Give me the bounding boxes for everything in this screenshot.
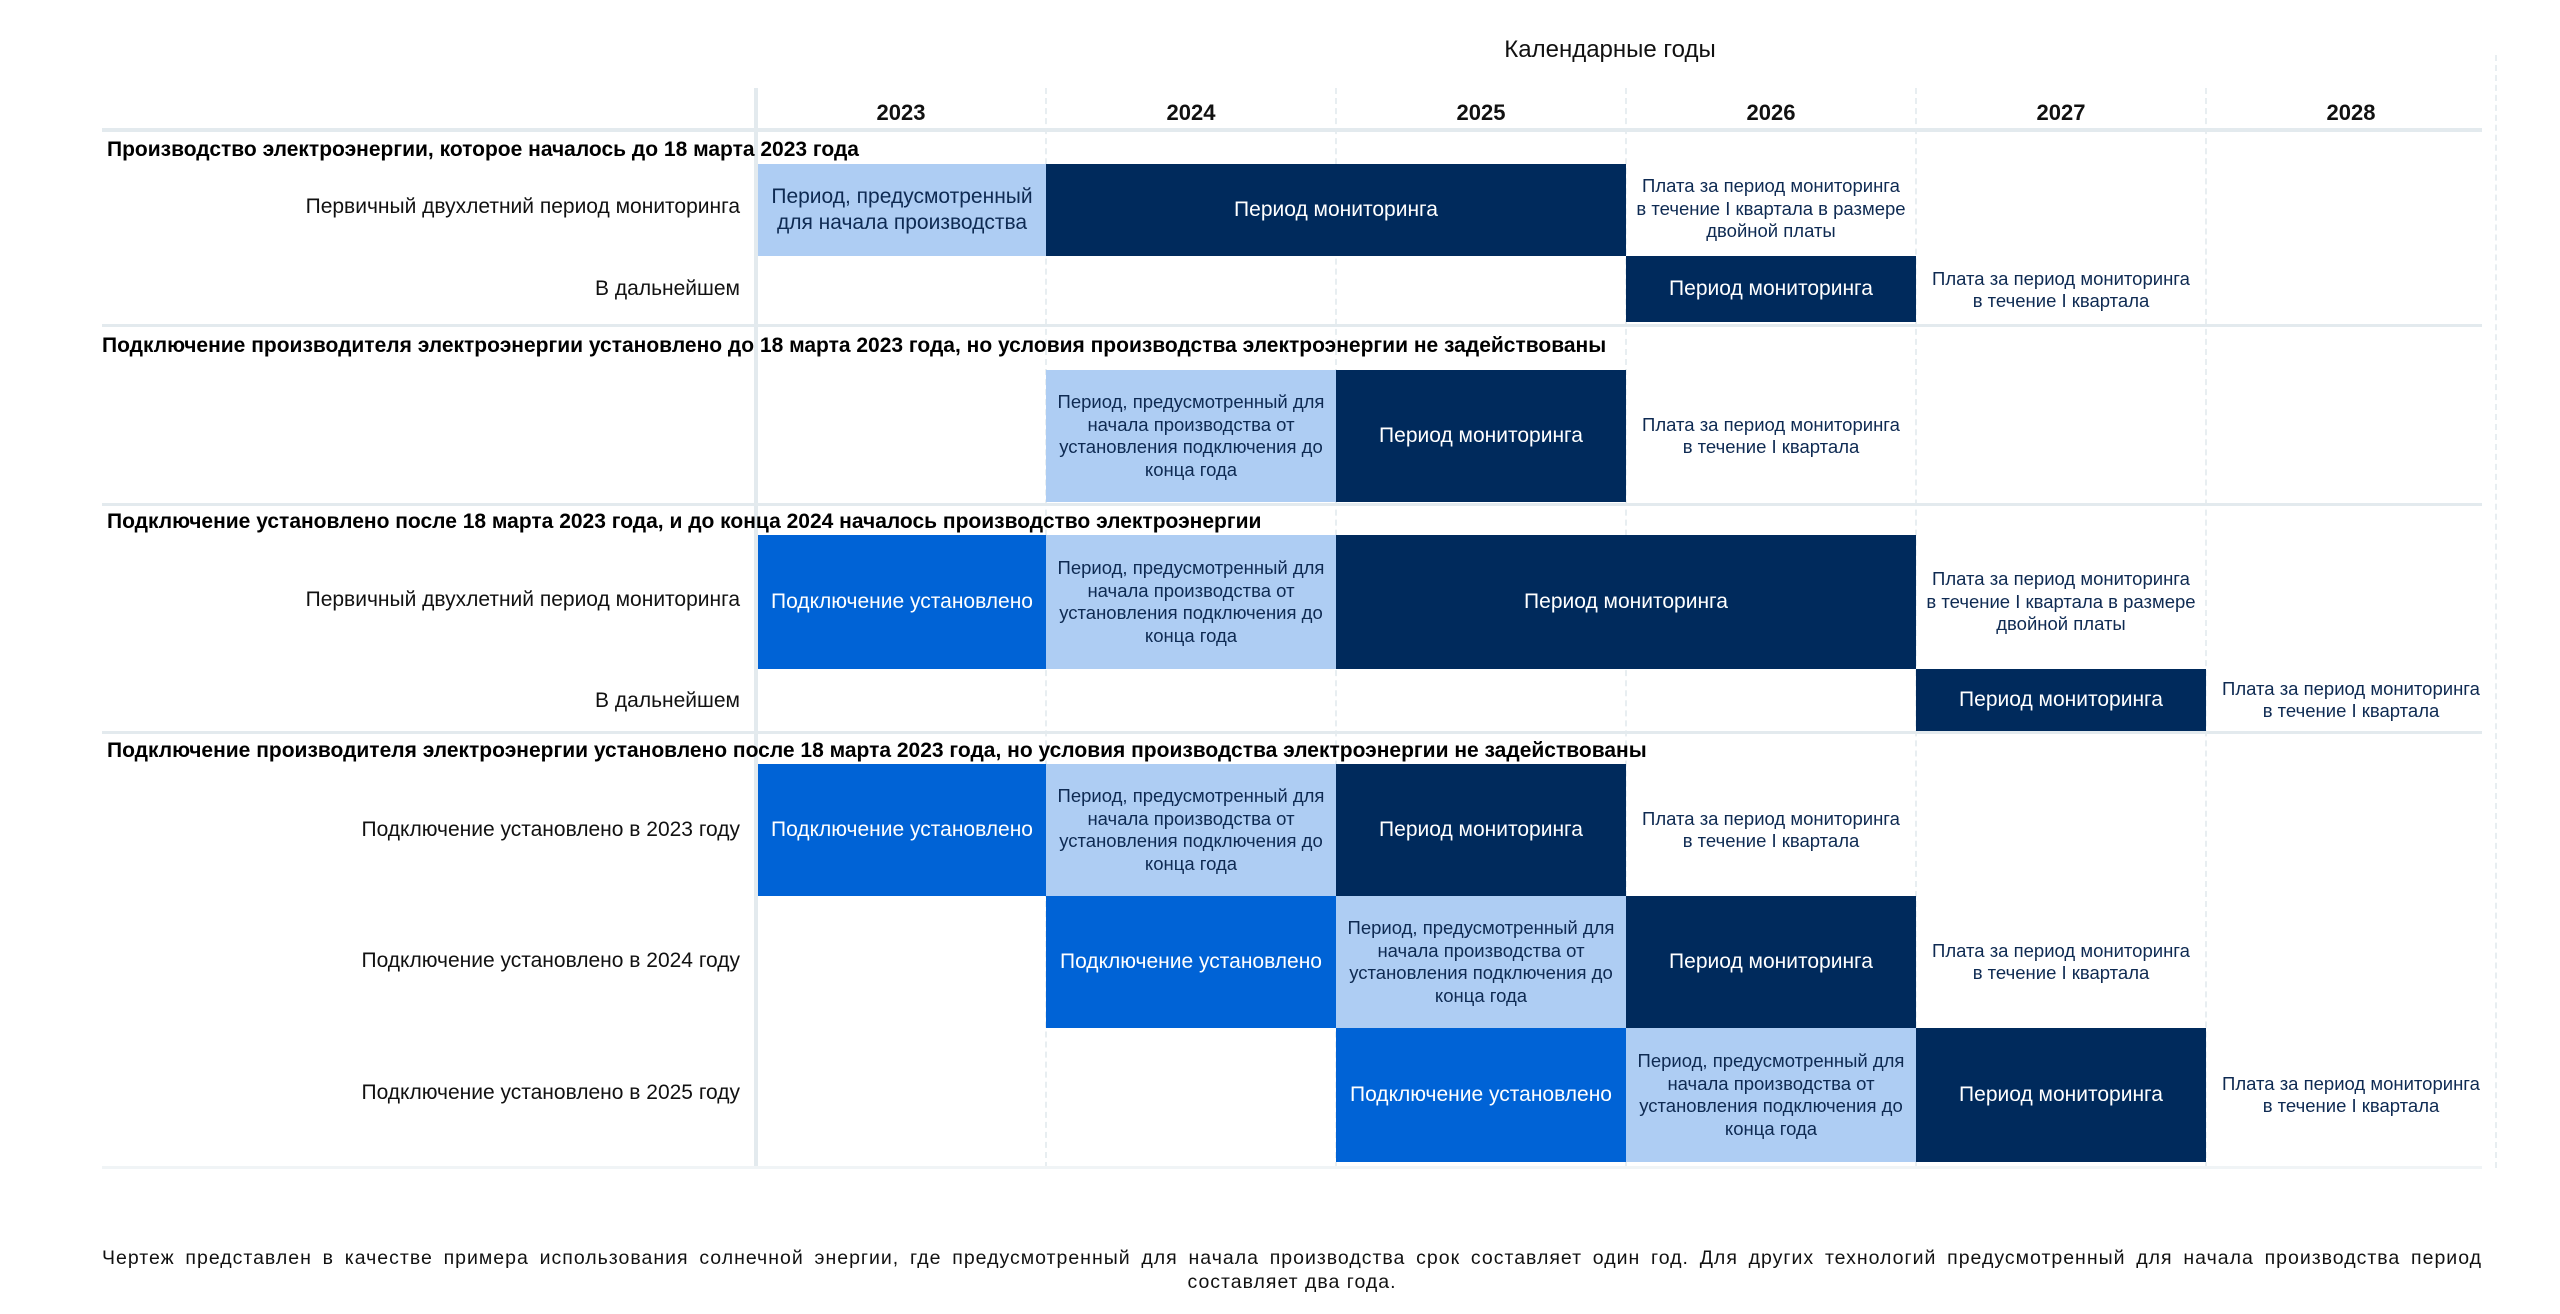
monitoring-fee-cell: Плата за период мониторинга в течение I квартала в размере двойной платы	[1636, 175, 1906, 242]
connection-established-cell: Подключение установлено	[758, 764, 1046, 896]
year-header-2026: 2026	[1746, 100, 1796, 125]
section-title: Подключение установлено после 18 марта 2023 года, и до конца 2024 началось производство электроэнергии	[107, 510, 1262, 533]
monitoring-period-cell: Период мониторинга	[1626, 896, 1916, 1028]
year-header-2028: 2028	[2326, 100, 2376, 125]
monitoring-period-cell: Период мониторинга	[1916, 1028, 2206, 1162]
monitoring-period-cell: Период мониторинга	[1336, 370, 1626, 502]
monitoring-fee-cell: Плата за период мониторинга в течение I квартала	[2222, 1072, 2480, 1116]
preparation-period-cell: Период, предусмотренный для начала производства от установления подключения до конца года	[1336, 896, 1626, 1028]
monitoring-period-cell: Период мониторинга	[1336, 535, 1916, 669]
preparation-period-cell: Период, предусмотренный для начала производства от установления подключения до конца года	[1626, 1028, 1916, 1162]
monitoring-period-cell: Период мониторинга	[1916, 669, 2206, 731]
monitoring-fee-cell: Плата за период мониторинга в течение I квартала	[1932, 267, 2190, 311]
monitoring-period-cell: Период мониторинга	[1046, 164, 1626, 256]
row-label: В дальнейшем	[595, 277, 740, 300]
year-divider	[2495, 55, 2497, 1168]
row-label: Первичный двухлетний период мониторинга	[305, 195, 740, 218]
monitoring-period-cell: Период мониторинга	[1626, 256, 1916, 322]
section-separator	[102, 731, 2482, 734]
footnote: Чертеж представлен в качестве примера использования солнечной энергии, где предусмотренный для начала производства срок составляет один год. Для других технологий предусмотренный для начала производства период составляет два года.	[102, 1247, 2482, 1293]
timeline-header-title: Календарные годы	[1504, 36, 1716, 63]
header-separator	[102, 128, 2482, 132]
year-header-2027: 2027	[2036, 100, 2086, 125]
row-label: Подключение установлено в 2024 году	[361, 949, 740, 972]
connection-established-cell: Подключение установлено	[1336, 1028, 1626, 1162]
connection-established-cell: Подключение установлено	[758, 535, 1046, 669]
preparation-period-cell: Период, предусмотренный для начала производства от установления подключения до конца года	[1046, 535, 1336, 669]
preparation-period-cell: Период, предусмотренный для начала производства	[758, 164, 1046, 256]
year-header-2023: 2023	[876, 100, 926, 125]
year-header-2024: 2024	[1166, 100, 1216, 125]
row-label: Подключение установлено в 2025 году	[361, 1081, 740, 1104]
row-label: Подключение установлено в 2023 году	[361, 818, 740, 841]
section-title: Производство электроэнергии, которое началось до 18 марта 2023 года	[107, 138, 859, 161]
row-label: В дальнейшем	[595, 689, 740, 712]
bottom-separator	[102, 1166, 2482, 1169]
connection-established-cell: Подключение установлено	[1046, 896, 1336, 1028]
preparation-period-cell: Период, предусмотренный для начала производства от установления подключения до конца года	[1046, 370, 1336, 502]
monitoring-fee-cell: Плата за период мониторинга в течение I квартала	[1932, 939, 2190, 983]
section-title: Подключение производителя электроэнергии установлено после 18 марта 2023 года, но условия производства электроэнергии не задействованы	[107, 739, 1647, 762]
monitoring-fee-cell: Плата за период мониторинга в течение I квартала	[1642, 413, 1900, 457]
section-separator	[102, 324, 2482, 327]
monitoring-fee-cell: Плата за период мониторинга в течение I квартала	[1642, 807, 1900, 851]
section-title: Подключение производителя электроэнергии установлено до 18 марта 2023 года, но условия производства электроэнергии не задействованы	[102, 334, 1607, 357]
section-separator	[102, 503, 2482, 506]
row-label: Первичный двухлетний период мониторинга	[305, 588, 740, 611]
preparation-period-cell: Период, предусмотренный для начала производства от установления подключения до конца года	[1046, 764, 1336, 896]
monitoring-period-cell: Период мониторинга	[1336, 764, 1626, 896]
monitoring-fee-cell: Плата за период мониторинга в течение I квартала в размере двойной платы	[1926, 568, 2196, 635]
year-header-2025: 2025	[1456, 100, 1506, 125]
monitoring-fee-cell: Плата за период мониторинга в течение I квартала	[2222, 677, 2480, 721]
